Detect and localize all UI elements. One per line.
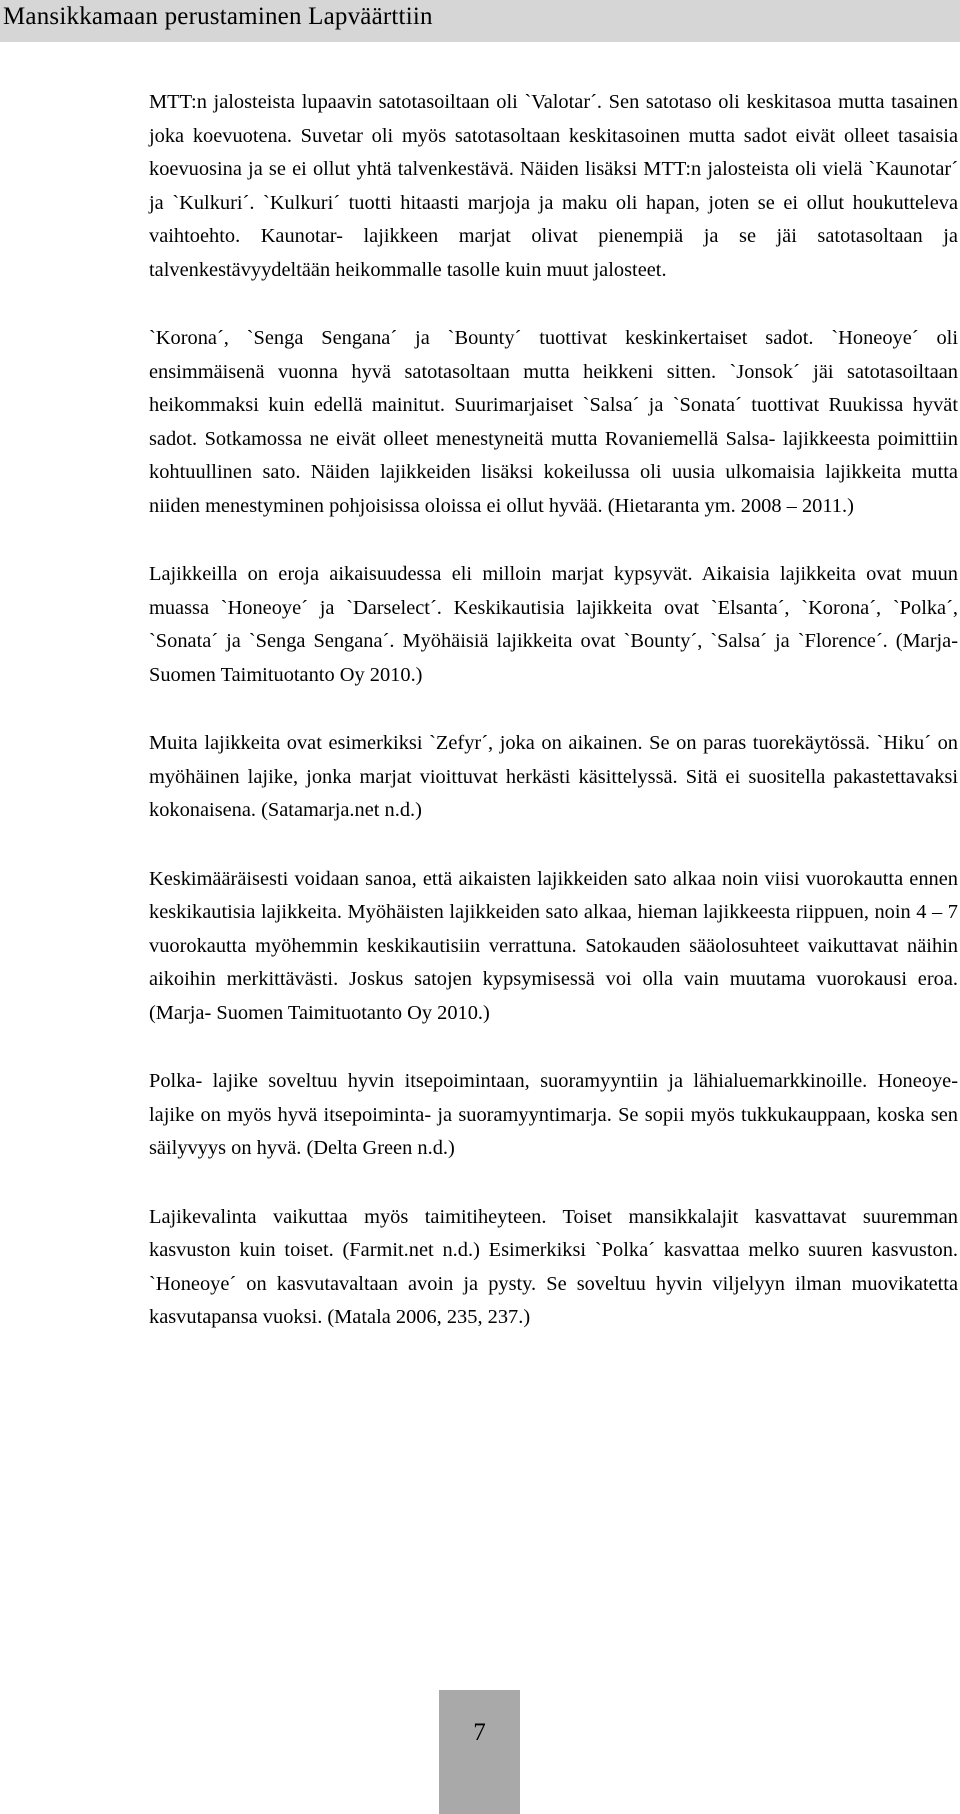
paragraph-3: Lajikkeilla on eroja aikaisuudessa eli milloin marjat kypsyvät. Aikaisia lajikkeita ovat muun muassa `Honeoye´ ja `Darselect´. Keskikautisia lajikkeita ovat `Elsanta´, `Korona´, `Polka´, `Sonata´ ja `Senga Sengana´. Myöhäisiä lajikkeita ovat `Bounty´, `Salsa´ ja `Florence´. (Marja- Suomen Taimituotanto Oy 2010.) bbox=[149, 563, 958, 686]
paragraph-7: Lajikevalinta vaikuttaa myös taimitiheyteen. Toiset mansikkalajit kasvattavat suuremman kasvuston kuin toiset. (Farmit.net n.d.) Esimerkiksi `Polka´ kasvattaa melko suuren kasvuston. `Honeoye´ on kasvutavaltaan avoin ja pysty. Se soveltuu hyvin viljelyyn ilman muovikatetta kasvutapansa vuoksi. (Matala 2006, 235, 237.) bbox=[149, 1205, 958, 1328]
document-body bbox=[149, 86, 958, 1370]
page-number: 7 bbox=[473, 1719, 486, 1746]
paragraph-4: Muita lajikkeita ovat esimerkiksi `Zefyr´, joka on aikainen. Se on paras tuorekäytössä. `Hiku´ on myöhäinen lajike, jonka marjat vioittuvat herkästi käsittelyssä. Sitä ei suositella pakastettavaksi kokonaisena. (Satamarja.net n.d.) bbox=[149, 732, 958, 821]
paragraph-2: `Korona´, `Senga Sengana´ ja `Bounty´ tuottivat keskinkertaiset sadot. `Honeoye´ oli ensimmäisenä vuonna hyvä satotasoltaan mutta heikkeni sitten. `Jonsok´ jäi satotasoiltaan heikommaksi kuin edellä mainitut. Suurimarjaiset `Salsa´ ja `Sonata´ tuottivat Ruukissa hyvät sadot. Sotkamossa ne eivät olleet menestyneitä mutta Rovaniemellä Salsa- lajikkeesta poimittiin kohtuullinen sato. Näiden lajikkeiden lisäksi kokeilussa oli uusia ulkomaisia lajikkeita mutta niiden menestyminen pohjoisissa oloissa ei ollut hyvää. (Hietaranta ym. 2008 – 2011.) bbox=[149, 327, 958, 517]
paragraph-6: Polka- lajike soveltuu hyvin itsepoimintaan, suoramyyntiin ja lähialuemarkkinoille. Honeoye- lajike on myös hyvä itsepoiminta- ja suoramyyntimarja. Se sopii myös tukkukauppaan, koska sen säilyvyys on hyvä. (Delta Green n.d.) bbox=[149, 1070, 958, 1159]
paragraph-5: Keskimääräisesti voidaan sanoa, että aikaisten lajikkeiden sato alkaa noin viisi vuorokautta ennen keskikautisia lajikkeita. Myöhäisten lajikkeiden sato alkaa, hieman lajikkeesta riippuen, noin 4 – 7 vuorokautta myöhemmin keskikautisiin verrattuna. Satokauden sääolosuhteet vaikuttavat näihin aikoihin merkittävästi. Joskus satojen kypsymisessä voi olla vain muutama vuorokausi eroa. (Marja- Suomen Taimituotanto Oy 2010.) bbox=[149, 867, 958, 1024]
page-header bbox=[0, 0, 960, 42]
paragraph-1: MTT:n jalosteista lupaavin satotasoiltaan oli `Valotar´. Sen satotaso oli keskitasoa mutta tasainen joka koevuotena. Suvetar oli myös satotasoltaan keskitasoinen mutta sadot eivät olleet tasaisia koevuosina ja se ei ollut yhtä talvenkestävä. Näiden lisäksi MTT:n jalosteista oli vielä `Kaunotar´ ja `Kulkuri´. `Kulkuri´ tuotti hitaasti marjoja ja maku oli hapan, joten se ei ollut houkutteleva vaihtoehto. Kaunotar- lajikkeen marjat olivat pienempiä ja se jäi satotasoltaan ja talvenkestävyydeltään heikommalle tasolle kuin muut jalosteet. bbox=[149, 91, 958, 281]
page-number-box bbox=[439, 1690, 520, 1814]
header-title: Mansikkamaan perustaminen Lapväärttiin bbox=[3, 3, 433, 30]
